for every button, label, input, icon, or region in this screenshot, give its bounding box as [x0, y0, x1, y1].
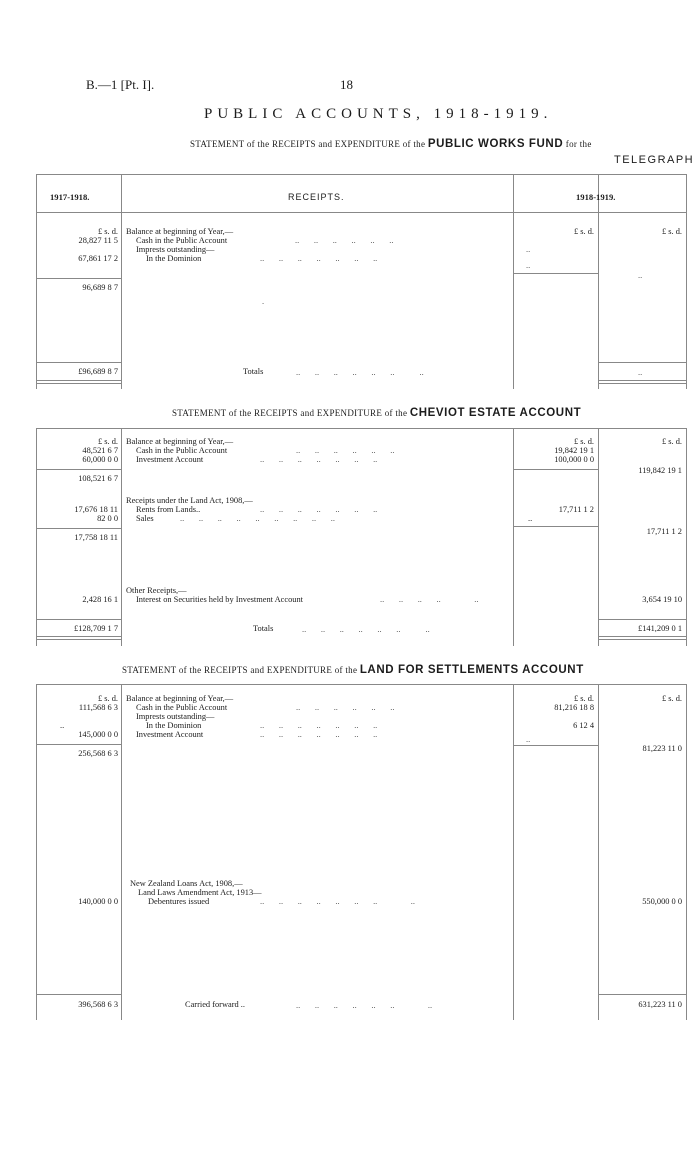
row-value-inner: 17,711 1 2 — [558, 505, 594, 514]
leader-dots: .. .. .. .. .. .. — [295, 236, 394, 245]
row-value-prev: 17,676 18 11 — [74, 505, 118, 514]
group-sublabel: Land Laws Amendment Act, 1913— — [138, 888, 262, 897]
leader-dots: .. .. .. .. .. .. — [296, 703, 395, 712]
rule-double — [598, 380, 686, 384]
statement-heading-cheviot — [172, 407, 581, 419]
totals-prev: £96,689 8 7 — [78, 367, 118, 376]
heading-fund-name: CHEVIOT ESTATE ACCOUNT — [409, 407, 582, 419]
currency-header: £ s. d. — [661, 437, 682, 446]
rule-header — [36, 212, 686, 213]
rule-totals — [598, 619, 686, 620]
currency-header: £ s. d. — [97, 694, 118, 703]
rule-double — [36, 380, 121, 384]
heading-prefix: STATEMENT of the RECEIPTS and EXPENDITURE of the — [122, 665, 358, 675]
column-header-1917: 1917-1918. — [50, 192, 90, 202]
rule-left — [36, 684, 37, 1020]
carried-forward-label: Carried forward .. — [185, 1000, 245, 1009]
leader-dots: .. .. .. .. .. — [380, 595, 479, 604]
row-value-prev: 82 0 0 — [97, 514, 118, 523]
group-label: Receipts under the Land Act, 1908,— — [126, 496, 253, 505]
group-label: Other Receipts,— — [126, 586, 187, 595]
row-value-prev: 67,861 17 2 — [78, 254, 118, 263]
leader-dots: .. .. .. .. .. .. — [296, 446, 395, 455]
subtotal-prev: 17,758 18 11 — [74, 533, 118, 542]
leader-dots: .. .. .. .. .. .. .. — [296, 368, 424, 377]
rule-col2 — [513, 684, 514, 1020]
row-label: Imprests outstanding— — [136, 712, 215, 721]
leader-dots: . — [262, 297, 265, 306]
subtotal-prev: 256,568 6 3 — [78, 749, 118, 758]
rule-col1 — [121, 684, 122, 1020]
leader-dots: .. — [638, 271, 643, 280]
leader-dots: .. .. .. .. .. .. .. — [260, 254, 378, 263]
currency-header: £ s. d. — [573, 437, 594, 446]
leader-dots: .. .. .. .. .. .. .. — [260, 505, 378, 514]
row-label: Sales — [136, 514, 154, 523]
page-title: PUBLIC ACCOUNTS, 1918-1919. — [204, 106, 553, 122]
rule-top — [36, 174, 686, 175]
group-total: 3,654 19 10 — [642, 595, 682, 604]
rule-left — [36, 174, 37, 389]
rule-col2 — [513, 174, 514, 389]
row-label: In the Dominion — [146, 254, 202, 263]
rule-subtotal-inner — [514, 526, 598, 527]
currency-header: £ s. d. — [97, 437, 118, 446]
row-value-prev: 140,000 0 0 — [78, 897, 118, 906]
leader-dots: .. .. .. .. .. .. .. — [296, 1001, 433, 1010]
row-label: Cash in the Public Account — [136, 703, 228, 712]
rule-top — [36, 428, 686, 429]
statement-heading-land-settlements — [122, 664, 584, 676]
leader-dots: .. .. .. .. .. .. .. — [302, 625, 430, 634]
row-value-prev: 48,521 6 7 — [82, 446, 118, 455]
row-label: Cash in the Public Account — [136, 236, 228, 245]
rule-col1 — [121, 428, 122, 646]
row-label: Rents from Lands.. — [136, 505, 201, 514]
group-label: Balance at beginning of Year,— — [126, 694, 234, 703]
statement-heading-public-works — [190, 138, 592, 150]
currency-header: £ s. d. — [661, 227, 682, 236]
rule-carried — [598, 994, 686, 995]
rule-subtotal — [36, 278, 121, 279]
leader-dots: .. .. .. .. .. .. .. .. .. — [180, 514, 335, 523]
totals-label: Totals — [253, 624, 274, 633]
rule-double — [598, 636, 686, 640]
rule-subtotal — [36, 744, 121, 745]
row-value-prev: 145,000 0 0 — [78, 730, 118, 739]
rule-totals — [598, 362, 686, 363]
leader-dots: .. .. .. .. .. .. .. — [260, 721, 378, 730]
rule-double — [36, 636, 121, 640]
carried-forward-curr: 631,223 11 0 — [638, 1000, 682, 1009]
carried-forward-prev: 396,568 6 3 — [78, 1000, 118, 1009]
row-value-inner: 19,842 19 1 — [554, 446, 594, 455]
group-label: Balance at beginning of Year,— — [126, 437, 234, 446]
subtotal-prev: 108,521 6 7 — [78, 474, 118, 483]
rule-totals — [36, 619, 121, 620]
page-number: 18 — [340, 77, 353, 92]
row-label: Imprests outstanding— — [136, 245, 215, 254]
group-total: 119,842 19 1 — [638, 466, 682, 475]
leader-dots: .. .. .. .. .. .. .. — [260, 730, 378, 739]
group-label: New Zealand Loans Act, 1908,— — [130, 879, 243, 888]
rule-subtotal — [36, 528, 121, 529]
heading-fund-name: PUBLIC WORKS FUND — [427, 138, 564, 150]
group-total: 550,000 0 0 — [642, 897, 682, 906]
rule-totals — [36, 362, 121, 363]
leader-dots: .. — [638, 368, 643, 377]
rule-col3 — [598, 428, 599, 646]
page-reference: B.—1 [Pt. I]. — [86, 77, 155, 92]
row-label: Balance at beginning of Year,— — [126, 227, 234, 236]
row-label: Debentures issued — [148, 897, 210, 906]
row-value-inner: 100,000 0 0 — [554, 455, 594, 464]
rule-subtotal-inner — [514, 273, 598, 274]
totals-label: Totals — [243, 367, 264, 376]
rule-col1 — [121, 174, 122, 389]
heading-prefix: STATEMENT of the RECEIPTS and EXPENDITURE of the — [172, 408, 408, 418]
column-header-1918: 1918-1919. — [576, 192, 616, 202]
rule-col3 — [598, 684, 599, 1020]
rule-carried — [36, 994, 121, 995]
leader-dots: .. — [526, 261, 531, 270]
group-total: 81,223 11 0 — [642, 744, 682, 753]
row-value-prev: 2,428 16 1 — [82, 595, 118, 604]
currency-header: £ s. d. — [97, 227, 118, 236]
row-value-prev: 111,568 6 3 — [78, 703, 118, 712]
leader-dots: .. — [526, 735, 531, 744]
heading-prefix: STATEMENT of the RECEIPTS and EXPENDITURE of the — [190, 139, 426, 149]
heading-fund-name: LAND FOR SETTLEMENTS ACCOUNT — [359, 664, 584, 676]
column-header-receipts: RECEIPTS. — [288, 192, 345, 202]
row-label: Cash in the Public Account — [136, 446, 228, 455]
currency-header: £ s. d. — [573, 694, 594, 703]
leader-dots: .. — [526, 245, 531, 254]
statement-subheading: TELEGRAPH — [614, 154, 695, 166]
leader-dots: .. .. .. .. .. .. .. .. — [260, 897, 415, 906]
totals-prev: £128,709 1 7 — [74, 624, 118, 633]
rule-left — [36, 428, 37, 646]
row-value-inner: 81,216 18 8 — [554, 703, 594, 712]
leader-dots: .. .. .. .. .. .. .. — [260, 455, 378, 464]
currency-header: £ s. d. — [661, 694, 682, 703]
row-label: Interest on Securities held by Investment Account — [136, 595, 303, 604]
group-total: 17,711 1 2 — [646, 527, 682, 536]
row-label: In the Dominion — [146, 721, 202, 730]
rule-right — [686, 428, 687, 646]
rule-top — [36, 684, 686, 685]
row-value-inner: 6 12 4 — [573, 721, 594, 730]
rule-subtotal-inner — [514, 469, 598, 470]
heading-suffix: for the — [565, 139, 592, 149]
rule-subtotal — [36, 469, 121, 470]
rule-col3 — [598, 174, 599, 389]
row-value-inner: .. — [528, 514, 533, 523]
row-value-prev: .. — [60, 721, 65, 730]
rule-right — [686, 684, 687, 1020]
subtotal-prev: 96,689 8 7 — [82, 283, 118, 292]
rule-subtotal-inner — [514, 745, 598, 746]
rule-right — [686, 174, 687, 389]
row-value-prev: 60,000 0 0 — [82, 455, 118, 464]
row-value-prev: 28,827 11 5 — [78, 236, 118, 245]
totals-curr: £141,209 0 1 — [638, 624, 682, 633]
currency-header: £ s. d. — [573, 227, 594, 236]
row-label: Investment Account — [136, 455, 204, 464]
row-label: Investment Account — [136, 730, 204, 739]
